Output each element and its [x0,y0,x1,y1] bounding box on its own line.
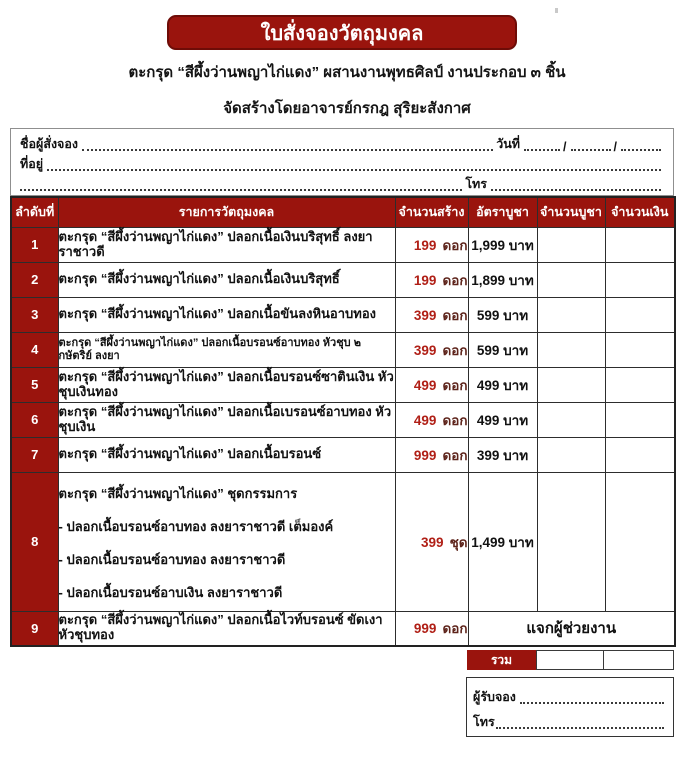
receiver-phone-row [473,707,667,732]
qty-unit: ดอก [442,272,468,288]
address2-phone-row [20,174,664,194]
qty-order-cell [537,437,605,472]
row-number: 2 [11,262,58,297]
row-number: 1 [11,227,58,262]
name-date-row [20,134,664,154]
item-description: ตะกรุด “สีผึ้งว่านพญาไก่แดง” ปลอกเนื้อเบรอนซ์อาบทอง หัวชุบเงิน [58,402,395,437]
qty-made-cell [395,227,468,262]
date-separator: / [613,140,617,154]
set-item-line: - ปลอกเนื้อบรอนซ์อาบทอง ลงยาราชาวดี [58,552,286,567]
date-label: วันที่ [496,137,521,151]
item-description: ตะกรุด “สีผึ้งว่านพญาไก่แดง” ปลอกเนื้อบรอนซ์ซาตินเงิน หัวชุบเงินทอง [58,367,395,402]
amount-cell [605,297,675,332]
table-row [11,367,675,402]
amount-cell [605,332,675,367]
qty-order-cell [537,297,605,332]
amount-cell [605,437,675,472]
item-description: ตะกรุด “สีผึ้งว่านพญาไก่แดง” ปลอกเนื้อบรอนซ์อาบทอง หัวชุบ ๒ กษัตริย์ ลงยา [58,332,395,367]
header-amount: จำนวนเงิน [605,197,675,227]
table-row [11,332,675,367]
qty-order-cell [537,367,605,402]
qty-unit: ดอก [442,307,468,323]
header-no: ลำดับที่ [11,197,58,227]
row-number: 9 [11,611,58,646]
qty-made-cell [395,262,468,297]
qty-value: 199 [413,237,437,253]
total-amount-cell [604,650,674,670]
qty-unit: ดอก [442,447,468,463]
table-row-set [11,472,675,611]
item-description: ตะกรุด “สีผึ้งว่านพญาไก่แดง” ปลอกเนื้อไวท์บรอนซ์ ขัดเงา หัวชุบทอง [58,611,395,646]
row-number: 4 [11,332,58,367]
address-row [20,154,664,174]
price-cell: 1,899 บาท [468,262,537,297]
total-row [467,650,674,670]
qty-value: 399 [421,534,444,550]
set-item-line: - ปลอกเนื้อบรอนซ์อาบทอง ลงยาราชาวดี เต็มองค์ [58,519,334,534]
qty-order-cell [537,332,605,367]
price-cell: 599 บาท [468,297,537,332]
amount-cell [605,262,675,297]
phone-label: โทร [465,177,487,191]
total-qty-cell [536,650,604,670]
table-header-row [11,197,675,227]
amount-cell [605,402,675,437]
price-cell: 1,499 บาท [468,472,537,611]
receiver-phone-label: โทร [473,715,495,729]
table-row [11,437,675,472]
price-cell: 399 บาท [468,437,537,472]
item-description: ตะกรุด “สีผึ้งว่านพญาไก่แดง” ปลอกเนื้อบรอนซ์ [58,437,395,472]
row-number: 8 [11,472,58,611]
amount-cell [605,367,675,402]
table-row [11,227,675,262]
address-input-line-2 [20,188,462,191]
receiver-box [466,677,674,737]
qty-value: 999 [413,447,437,463]
set-item-line: - ปลอกเนื้อบรอนซ์อาบเงิน ลงยาราชาวดี [58,585,283,600]
qty-unit: ชุด [449,534,468,550]
price-cell: 499 บาท [468,402,537,437]
item-description: ตะกรุด “สีผึ้งว่านพญาไก่แดง” ปลอกเนื้อขันลงหินอาบทอง [58,297,395,332]
name-input-line [82,148,493,151]
header-qty-made: จำนวนสร้าง [395,197,468,227]
subtitle-product: ตะกรุด “สีผึ้งว่านพญาไก่แดง” ผสานงานพุทธศิลป์ งานประกอบ ๓ ชิ้น [128,64,566,81]
page-title: ใบสั่งจองวัตถุมงคล [167,15,517,50]
price-cell: 599 บาท [468,332,537,367]
qty-unit: ดอก [442,412,468,428]
qty-unit: ดอก [442,377,468,393]
receiver-label: ผู้รับจอง [473,690,516,704]
scan-artifact [555,8,558,13]
qty-order-cell [537,227,605,262]
qty-value: 999 [413,621,437,637]
date-year-line [621,148,661,151]
item-description: ตะกรุด “สีผึ้งว่านพญาไก่แดง” ปลอกเนื้อเงินบริสุทธิ์ [58,262,395,297]
qty-made-cell [395,402,468,437]
date-separator: / [563,140,567,154]
table-row [11,262,675,297]
header-price: อัตราบูชา [468,197,537,227]
qty-value: 499 [413,412,437,428]
qty-order-cell [537,262,605,297]
table-row [11,297,675,332]
amount-cell [605,227,675,262]
item-description-multiline [58,472,395,611]
subtitle-maker: จัดสร้างโดยอาจารย์กรกฎ สุริยะสังกาศ [223,100,471,117]
price-cell: 1,999 บาท [468,227,537,262]
item-description: ตะกรุด “สีผึ้งว่านพญาไก่แดง” ปลอกเนื้อเงินบริสุทธิ์ ลงยาราชาวดี [58,227,395,262]
address-input-line [47,168,661,171]
receiver-row [473,682,667,707]
qty-made-cell [395,611,468,646]
qty-unit: ดอก [442,342,468,358]
header-item: รายการวัตถุมงคล [58,197,395,227]
name-label: ชื่อผู้สั่งจอง [20,137,78,151]
qty-made-cell [395,367,468,402]
items-table [10,196,676,647]
giveaway-note-cell: แจกผู้ช่วยงาน [468,611,675,646]
qty-made-cell [395,332,468,367]
table-row [11,402,675,437]
set-title-line: ตะกรุด “สีผึ้งว่านพญาไก่แดง” ชุดกรรมการ [58,486,298,501]
header-qty-order: จำนวนบูชา [537,197,605,227]
qty-made-cell [395,472,468,611]
total-label: รวม [467,650,536,670]
qty-made-cell [395,437,468,472]
row-number: 5 [11,367,58,402]
phone-input-line [491,188,661,191]
date-day-line [524,148,560,151]
qty-value: 399 [413,307,437,323]
row-number: 7 [11,437,58,472]
row-number: 3 [11,297,58,332]
table-row [11,611,675,646]
qty-order-cell [537,472,605,611]
qty-value: 499 [413,377,437,393]
qty-value: 199 [413,272,437,288]
price-cell: 499 บาท [468,367,537,402]
receiver-phone-input-line [496,726,664,729]
amount-cell [605,472,675,611]
qty-unit: ดอก [442,237,468,253]
qty-made-cell [395,297,468,332]
qty-unit: ดอก [442,621,468,637]
qty-order-cell [537,402,605,437]
customer-info-box [10,128,674,196]
qty-value: 399 [413,342,437,358]
date-month-line [571,148,611,151]
row-number: 6 [11,402,58,437]
receiver-input-line [520,701,664,704]
address-label: ที่อยู่ [20,157,44,171]
